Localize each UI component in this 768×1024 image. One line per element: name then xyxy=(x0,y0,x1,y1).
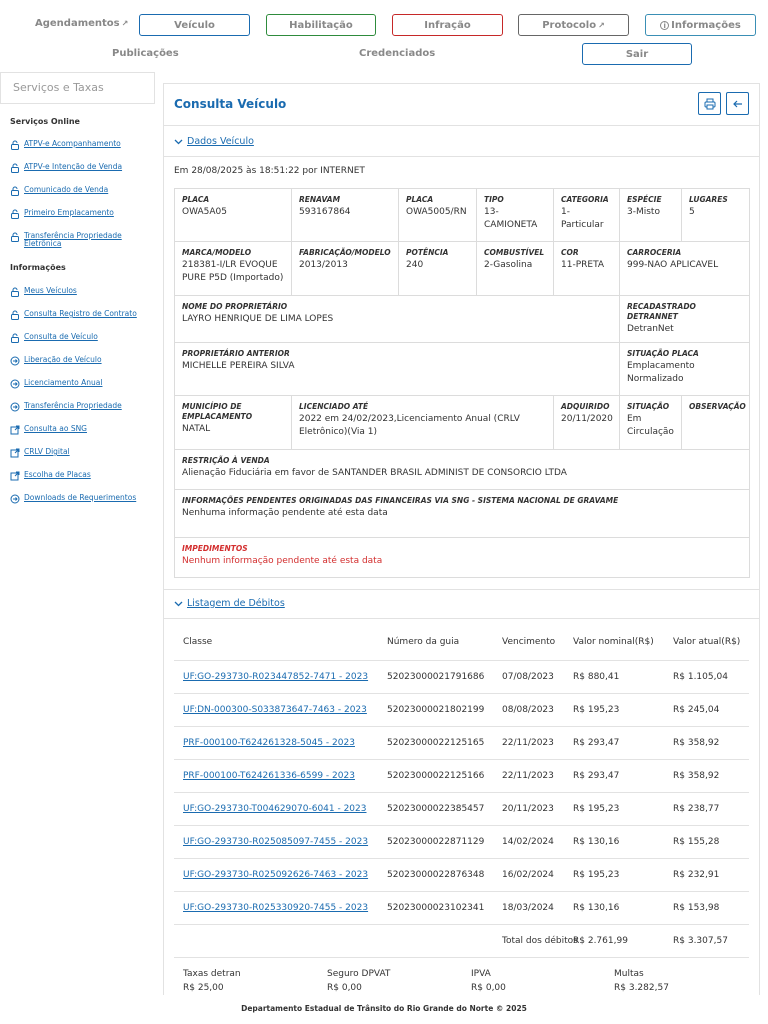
nav-informacoes-label: Informações xyxy=(671,19,741,31)
field-label: PLACA xyxy=(406,195,434,204)
sidebar xyxy=(0,72,155,104)
column-header: Valor nominal(R$) xyxy=(564,625,664,660)
info-icon: i xyxy=(660,21,669,30)
nav-informacoes-button[interactable] xyxy=(645,14,756,36)
table-cell: R$ 293,47 xyxy=(564,726,664,759)
sidebar-item-label: Meus Veículos xyxy=(24,286,77,295)
field-label: PLACA xyxy=(182,195,210,204)
lock-icon xyxy=(10,333,20,343)
table-cell: R$ 195,23 xyxy=(564,693,664,726)
table-cell xyxy=(174,825,378,858)
field-value: Alienação Fiduciária em favor de SANTANDER BRASIL ADMINIST DE CONSORCIO LTDA xyxy=(182,468,567,478)
field-placa-uf xyxy=(399,189,477,242)
field-value: 593167864 xyxy=(299,207,351,217)
field-renavam xyxy=(292,189,399,242)
arrow-circle-icon xyxy=(10,402,20,412)
sidebar-item-label: ATPV-e Acompanhamento xyxy=(24,139,121,148)
sidebar-section-online: Serviços Online xyxy=(10,117,80,126)
sidebar-item[interactable] xyxy=(10,287,144,297)
nav-habilitacao-label: Habilitação xyxy=(289,19,353,31)
table-cell: 22/11/2023 xyxy=(493,726,564,759)
sidebar-item[interactable] xyxy=(10,209,144,219)
nav-infracao-label: Infração xyxy=(424,19,471,31)
field-label: RENAVAM xyxy=(299,195,341,204)
field-adquirido xyxy=(554,396,620,450)
summary-multas xyxy=(614,967,669,995)
field-recadastrado xyxy=(620,296,750,343)
sidebar-item-label: Downloads de Requerimentos xyxy=(24,493,137,502)
field-lugares xyxy=(682,189,750,242)
section-debts-label: Listagem de Débitos xyxy=(187,598,285,609)
field-especie xyxy=(620,189,682,242)
field-observacao xyxy=(682,396,750,450)
sidebar-item-label: Consulta ao SNG xyxy=(24,424,87,433)
arrow-circle-icon xyxy=(10,494,20,504)
external-link-icon xyxy=(10,448,20,458)
page-title: Consulta Veículo xyxy=(174,97,287,111)
top-navigation xyxy=(0,0,768,70)
field-value: 2013/2013 xyxy=(299,260,348,270)
field-situacao xyxy=(620,396,682,450)
field-label: COMBUSTÍVEL xyxy=(484,248,545,257)
field-label: CATEGORIA xyxy=(561,195,609,204)
table-cell: 07/08/2023 xyxy=(493,660,564,693)
table-row xyxy=(174,825,749,858)
table-cell: R$ 358,92 xyxy=(664,726,749,759)
field-label: INFORMAÇÕES PENDENTES ORIGINADAS DAS FINANCEIRAS VIA SNG - SISTEMA NACIONAL DE GRAVAME xyxy=(182,496,619,505)
table-cell: 52023000022125166 xyxy=(378,759,493,792)
field-value: 2-Gasolina xyxy=(484,260,533,270)
sidebar-item-label: Escolha de Placas xyxy=(24,470,91,479)
external-link-icon xyxy=(10,425,20,435)
lock-icon xyxy=(10,287,20,297)
column-header: Número da guia xyxy=(378,625,493,660)
field-carroceria xyxy=(620,242,750,296)
table-cell: R$ 195,23 xyxy=(564,792,664,825)
divider xyxy=(164,618,760,619)
sidebar-item-label: ATPV-e Intenção de Venda xyxy=(24,162,123,171)
sidebar-item[interactable] xyxy=(10,333,144,343)
table-cell: R$ 130,16 xyxy=(564,891,664,924)
nav-infracao-button[interactable] xyxy=(392,14,503,36)
field-label: SITUAÇÃO xyxy=(627,402,670,411)
field-value: Emplacamento Normalizado xyxy=(627,361,695,384)
table-cell: 52023000022871129 xyxy=(378,825,493,858)
table-cell xyxy=(174,693,378,726)
summary-label: Multas xyxy=(614,969,644,979)
field-label: TIPO xyxy=(484,195,504,204)
table-cell: 14/02/2024 xyxy=(493,825,564,858)
debt-class-link[interactable]: UF:GO-293730-R023447852-7471 - 2023 xyxy=(183,671,369,682)
table-row xyxy=(174,792,749,825)
nav-agendamentos[interactable] xyxy=(35,18,128,29)
sidebar-item[interactable] xyxy=(10,140,144,150)
table-cell: R$ 232,91 xyxy=(664,858,749,891)
printer-icon xyxy=(704,98,716,110)
summary-seguro xyxy=(327,967,390,995)
field-value: 2022 em 24/02/2023,Licenciamento Anual (CRLV Eletrônico)(Via 1) xyxy=(299,414,520,437)
table-cell: 52023000022876348 xyxy=(378,858,493,891)
column-header: Valor atual(R$) xyxy=(664,625,749,660)
field-proprietario xyxy=(175,296,620,343)
logout-label: Sair xyxy=(625,48,649,60)
table-cell: R$ 153,98 xyxy=(664,891,749,924)
field-value: Nenhum informação pendente até esta data xyxy=(182,556,383,566)
field-label: IMPEDIMENTOS xyxy=(182,544,248,553)
logout-button[interactable] xyxy=(582,43,692,65)
table-cell xyxy=(174,660,378,693)
table-row xyxy=(174,891,749,924)
field-label: ESPÉCIE xyxy=(627,195,662,204)
sidebar-item[interactable] xyxy=(10,402,144,412)
field-label: COR xyxy=(561,248,579,257)
table-cell: 52023000022385457 xyxy=(378,792,493,825)
sidebar-item[interactable] xyxy=(10,186,144,196)
column-header: Vencimento xyxy=(493,625,564,660)
external-link-icon xyxy=(10,471,20,481)
nav-publicacoes[interactable]: Publicações xyxy=(112,48,179,59)
table-cell: 52023000022125165 xyxy=(378,726,493,759)
external-link-icon: ↗ xyxy=(121,19,129,28)
footer: Departamento Estadual de Trânsito do Rio Grande do Norte © 2025 xyxy=(241,1004,527,1013)
table-row xyxy=(174,660,749,693)
debts-table xyxy=(174,625,749,958)
sidebar-item[interactable] xyxy=(10,494,144,504)
nav-agendamentos-label: Agendamentos xyxy=(35,18,120,29)
field-value: 13-CAMIONETA xyxy=(484,207,538,230)
field-proprietario-anterior xyxy=(175,343,620,396)
sidebar-item[interactable] xyxy=(10,471,144,481)
arrow-circle-icon xyxy=(10,379,20,389)
table-cell xyxy=(174,792,378,825)
sidebar-item[interactable] xyxy=(10,310,144,320)
table-cell: 18/03/2024 xyxy=(493,891,564,924)
table-row xyxy=(174,726,749,759)
field-licenciado xyxy=(292,396,554,450)
sidebar-item-label: Consulta Registro de Contrato xyxy=(24,309,137,318)
table-cell xyxy=(174,858,378,891)
field-label: RESTRIÇÃO À VENDA xyxy=(182,456,270,465)
lock-icon xyxy=(10,209,20,219)
debt-class-link[interactable]: PRF-000100-T624261336-6599 - 2023 xyxy=(183,770,355,781)
debt-class-link[interactable]: UF:GO-293730-R025085097-7455 - 2023 xyxy=(183,836,369,847)
field-marca-modelo xyxy=(175,242,292,296)
debt-class-link[interactable]: PRF-000100-T624261328-5045 - 2023 xyxy=(183,737,355,748)
table-cell: R$ 238,77 xyxy=(664,792,749,825)
sidebar-item[interactable] xyxy=(10,232,144,248)
sidebar-item-label: Comunicado de Venda xyxy=(24,185,109,194)
main-panel xyxy=(163,83,760,995)
divider xyxy=(164,589,760,590)
field-label: ADQUIRIDO xyxy=(561,402,610,411)
field-tipo xyxy=(477,189,554,242)
field-municipio xyxy=(175,396,292,450)
query-meta: Em 28/08/2025 às 18:51:22 por INTERNET xyxy=(174,166,365,176)
field-label: OBSERVAÇÃO xyxy=(689,402,746,411)
print-button[interactable] xyxy=(698,92,721,115)
sidebar-item-label: Transferência Propriedade xyxy=(24,401,122,410)
field-label: SITUAÇÃO PLACA xyxy=(627,349,699,358)
field-value: 3-Misto xyxy=(627,207,660,217)
field-label: PROPRIETÁRIO ANTERIOR xyxy=(182,349,290,358)
field-value: OWA5A05 xyxy=(182,207,227,217)
table-cell: R$ 155,28 xyxy=(664,825,749,858)
sidebar-item-label: CRLV Digital xyxy=(24,447,70,456)
section-vehicle-label: Dados Veículo xyxy=(187,136,254,147)
debt-class-link[interactable]: UF:DN-000300-S033873647-7463 - 2023 xyxy=(183,704,367,715)
chevron-down-icon xyxy=(174,599,183,608)
table-cell: R$ 1.105,04 xyxy=(664,660,749,693)
debt-class-link[interactable]: UF:GO-293730-R025330920-7455 - 2023 xyxy=(183,902,369,913)
nav-protocolo-label: Protocolo xyxy=(542,19,597,31)
table-cell xyxy=(174,726,378,759)
field-value: 11-PRETA xyxy=(561,260,605,270)
field-value: DetranNet xyxy=(627,324,674,334)
table-cell xyxy=(174,891,378,924)
summary-ipva xyxy=(471,967,506,995)
field-label: RECADASTRADO DETRANNET xyxy=(627,302,696,321)
summary-value: R$ 25,00 xyxy=(183,983,224,993)
external-link-icon: ↗ xyxy=(598,20,605,30)
field-value: Nenhuma informação pendente até esta data xyxy=(182,508,388,518)
sidebar-item[interactable] xyxy=(10,448,144,458)
sidebar-item-label: Primeiro Emplacamento xyxy=(24,208,114,217)
sidebar-section-info: Informações xyxy=(10,263,66,272)
services-search-input[interactable]: Serviços e Taxas xyxy=(0,72,155,104)
summary-value: R$ 3.282,57 xyxy=(614,983,669,993)
table-cell: 52023000023102341 xyxy=(378,891,493,924)
table-cell: R$ 245,04 xyxy=(664,693,749,726)
summary-value: R$ 0,00 xyxy=(471,983,506,993)
field-restricao xyxy=(175,450,750,490)
field-label: MUNICÍPIO DE EMPLACAMENTO xyxy=(182,402,253,421)
sidebar-item-label: Consulta de Veículo xyxy=(24,332,98,341)
table-cell: R$ 130,16 xyxy=(564,825,664,858)
table-cell: 20/11/2023 xyxy=(493,792,564,825)
sidebar-item[interactable] xyxy=(10,379,144,389)
total-nominal: R$ 2.761,99 xyxy=(564,924,664,957)
field-value: MICHELLE PEREIRA SILVA xyxy=(182,361,295,371)
table-cell: 16/02/2024 xyxy=(493,858,564,891)
field-combustivel xyxy=(477,242,554,296)
nav-habilitacao-button[interactable] xyxy=(266,14,376,36)
sidebar-item-label: Transferência Propriedade Eletrônica xyxy=(24,231,122,248)
sidebar-item[interactable] xyxy=(10,163,144,173)
field-potencia xyxy=(399,242,477,296)
field-value: 218381-I/LR EVOQUE PURE P5D (Importado) xyxy=(182,260,284,283)
summary-value: R$ 0,00 xyxy=(327,983,362,993)
field-categoria xyxy=(554,189,620,242)
field-value: Em Circulação xyxy=(627,414,674,437)
arrow-left-icon xyxy=(732,98,744,110)
total-atual: R$ 3.307,57 xyxy=(664,924,749,957)
sidebar-item-label: Licenciamento Anual xyxy=(24,378,103,387)
lock-icon xyxy=(10,232,20,242)
nav-protocolo-button[interactable] xyxy=(518,14,629,36)
table-cell: 52023000021791686 xyxy=(378,660,493,693)
lock-icon xyxy=(10,310,20,320)
field-impedimentos xyxy=(175,538,750,578)
lock-icon xyxy=(10,163,20,173)
total-spacer xyxy=(174,924,493,957)
field-pendentes-sng xyxy=(175,490,750,538)
summary-label: Taxas detran xyxy=(183,969,241,979)
field-label: FABRICAÇÃO/MODELO xyxy=(299,248,391,257)
field-value: 1-Particular xyxy=(561,207,604,230)
field-value: 5 xyxy=(689,207,695,217)
table-cell: 08/08/2023 xyxy=(493,693,564,726)
table-row xyxy=(174,858,749,891)
field-fabricacao xyxy=(292,242,399,296)
sidebar-item[interactable] xyxy=(10,356,144,366)
nav-veiculo-label: Veículo xyxy=(174,19,215,31)
field-label: MARCA/MODELO xyxy=(182,248,252,257)
field-value: 999-NAO APLICAVEL xyxy=(627,260,719,270)
lock-icon xyxy=(10,140,20,150)
field-cor xyxy=(554,242,620,296)
vehicle-data-table xyxy=(174,188,750,578)
field-label: CARROCERIA xyxy=(627,248,682,257)
column-header: Classe xyxy=(174,625,378,660)
table-cell: R$ 880,41 xyxy=(564,660,664,693)
table-cell: 52023000021802199 xyxy=(378,693,493,726)
section-toggle-vehicle[interactable] xyxy=(174,136,254,147)
table-cell: 22/11/2023 xyxy=(493,759,564,792)
field-label: NOME DO PROPRIETÁRIO xyxy=(182,302,288,311)
summary-label: Seguro DPVAT xyxy=(327,969,391,979)
summary-label: IPVA xyxy=(471,969,491,979)
lock-icon xyxy=(10,186,20,196)
total-label: Total dos débitos xyxy=(493,924,564,957)
field-value: OWA5005/RN xyxy=(406,207,467,217)
field-label: LICENCIADO ATÉ xyxy=(299,402,369,411)
chevron-down-icon xyxy=(174,137,183,146)
field-placa xyxy=(175,189,292,242)
back-button[interactable] xyxy=(726,92,749,115)
table-cell: R$ 195,23 xyxy=(564,858,664,891)
field-label: LUGARES xyxy=(689,195,728,204)
field-value: 240 xyxy=(406,260,424,270)
debt-class-link[interactable]: UF:GO-293730-R025092626-7463 - 2023 xyxy=(183,869,369,880)
field-value: 20/11/2020 xyxy=(561,414,613,424)
field-value: NATAL xyxy=(182,424,211,434)
table-row xyxy=(174,693,749,726)
table-cell: R$ 293,47 xyxy=(564,759,664,792)
sidebar-item-label: Liberação de Veículo xyxy=(24,355,102,364)
nav-veiculo-button[interactable] xyxy=(139,14,250,36)
debt-class-link[interactable]: UF:GO-293730-T004629070-6041 - 2023 xyxy=(183,803,367,814)
divider xyxy=(164,156,760,157)
field-value: LAYRO HENRIQUE DE LIMA LOPES xyxy=(182,314,334,324)
main-header xyxy=(164,84,759,126)
summary-taxas xyxy=(183,967,241,995)
sidebar-item[interactable] xyxy=(10,425,144,435)
arrow-circle-icon xyxy=(10,356,20,366)
field-situacao-placa xyxy=(620,343,750,396)
table-row xyxy=(174,759,749,792)
field-label: POTÊNCIA xyxy=(406,248,449,257)
nav-credenciados[interactable]: Credenciados xyxy=(359,48,436,59)
section-toggle-debts[interactable] xyxy=(174,598,285,609)
table-cell xyxy=(174,759,378,792)
table-cell: R$ 358,92 xyxy=(664,759,749,792)
